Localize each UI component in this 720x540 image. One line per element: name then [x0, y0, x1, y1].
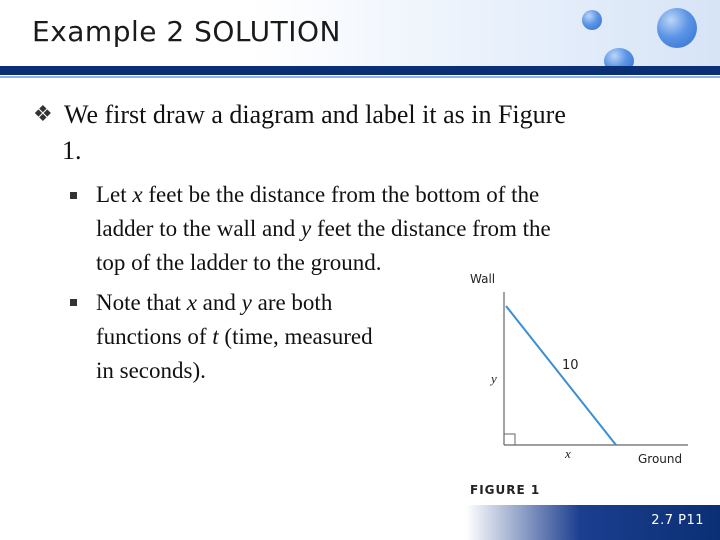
sub-bullet-line: Let x feet be the distance from the bottom of the [96, 182, 540, 207]
main-bullet [33, 97, 700, 169]
wall-label: Wall [470, 272, 496, 286]
sub-bullet-line: top of the ladder to the ground. [96, 250, 382, 275]
header-divider-bar [0, 66, 720, 75]
math-variable: y [241, 290, 252, 315]
ladder-length-label: 10 [562, 358, 579, 373]
math-variable: x [132, 182, 143, 207]
math-variable: t [212, 324, 219, 349]
ladder-line [506, 306, 616, 445]
ladder-figure [462, 262, 694, 502]
figure-caption: FIGURE 1 [470, 483, 541, 497]
sub-bullet-line: in seconds). [96, 358, 206, 383]
page-number: 2.7 P11 [651, 513, 704, 528]
sub-bullet-2 [96, 286, 456, 388]
decorative-bubble [582, 10, 602, 30]
square-bullet-icon [70, 299, 77, 306]
right-angle-marker [504, 434, 515, 445]
slide-footer [466, 505, 720, 540]
sub-bullet-line: Note that x and y are both [96, 290, 333, 315]
sub-bullet-line: functions of t (time, measured [96, 324, 373, 349]
square-bullet-icon [70, 192, 77, 199]
math-variable: y [301, 216, 312, 241]
math-variable: x [186, 290, 197, 315]
decorative-bubble [657, 8, 697, 48]
slide-title: Example 2 SOLUTION [32, 15, 341, 48]
x-label: x [565, 446, 571, 461]
main-bullet-line-1: We first draw a diagram and label it as in Figure [64, 100, 566, 129]
header-divider-line [0, 76, 720, 78]
slide-header [0, 0, 720, 66]
y-label: y [491, 371, 497, 386]
diamond-bullet-icon: ❖ [33, 102, 53, 127]
main-bullet-line-2: 1. [62, 136, 82, 165]
sub-bullet-line: ladder to the wall and y feet the distance from the [96, 216, 551, 241]
ground-label: Ground [638, 452, 683, 466]
ladder-diagram [462, 262, 694, 502]
